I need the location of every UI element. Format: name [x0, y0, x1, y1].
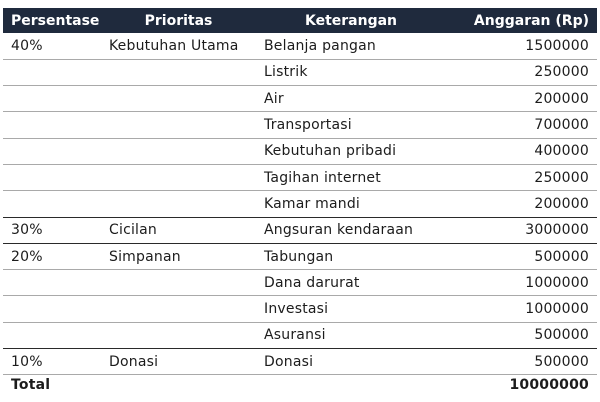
cell-percentage — [3, 191, 101, 217]
cell-description: Tabungan — [256, 243, 446, 269]
cell-percentage — [3, 138, 101, 164]
cell-description: Belanja pangan — [264, 37, 376, 54]
table-header — [3, 8, 597, 33]
cell-budget: 500000 — [534, 327, 589, 344]
table-row — [3, 349, 597, 375]
cell-budget: 3000000 — [446, 217, 597, 243]
cell-priority — [101, 164, 256, 190]
table-row — [3, 164, 597, 190]
cell-description: Listrik — [264, 64, 308, 81]
cell-budget: 400000 — [534, 143, 589, 160]
cell-priority: Simpanan — [101, 243, 256, 269]
cell-percentage — [3, 59, 101, 85]
total-label: Total — [11, 377, 51, 394]
cell-percentage — [3, 112, 101, 138]
budget-table — [3, 8, 597, 395]
cell-priority — [101, 296, 256, 322]
cell-percentage: 40% — [11, 37, 43, 54]
cell-percentage — [3, 270, 101, 296]
total-budget: 10000000 — [509, 377, 589, 394]
total-empty-cell — [256, 375, 446, 395]
cell-budget: 250000 — [534, 64, 589, 81]
cell-percentage — [3, 322, 101, 348]
header-description: Keterangan — [304, 12, 398, 29]
table-row — [3, 191, 597, 217]
table-row — [3, 33, 597, 59]
table-row — [3, 322, 597, 348]
cell-description: Kebutuhan pribadi — [264, 143, 397, 160]
cell-priority — [101, 59, 256, 85]
table-body — [3, 33, 597, 395]
cell-priority — [101, 112, 256, 138]
cell-budget: 1000000 — [525, 301, 589, 318]
cell-description: Tagihan internet — [264, 169, 381, 186]
cell-description: Investasi — [264, 301, 329, 318]
total-row — [3, 375, 597, 395]
cell-description: Angsuran kendaraan — [256, 217, 446, 243]
cell-percentage: 20% — [3, 243, 101, 269]
cell-description: Dana darurat — [264, 274, 360, 291]
table-row — [3, 270, 597, 296]
cell-percentage: 30% — [3, 217, 101, 243]
cell-percentage — [3, 86, 101, 112]
table-row — [3, 59, 597, 85]
cell-budget: 1500000 — [525, 37, 589, 54]
header-row — [3, 8, 597, 33]
cell-description: Donasi — [256, 349, 446, 375]
table-row — [3, 217, 597, 243]
cell-budget: 500000 — [446, 243, 597, 269]
header-budget: Anggaran (Rp) — [473, 12, 589, 29]
cell-description: Air — [264, 90, 284, 107]
header-percentage: Persentase — [11, 12, 100, 29]
table-row — [3, 296, 597, 322]
cell-budget: 700000 — [534, 117, 589, 134]
cell-budget: 500000 — [446, 349, 597, 375]
cell-priority: Cicilan — [101, 217, 256, 243]
table-row — [3, 86, 597, 112]
cell-priority — [101, 270, 256, 296]
table-row — [3, 138, 597, 164]
cell-budget: 200000 — [534, 195, 589, 212]
cell-priority — [101, 138, 256, 164]
cell-budget: 200000 — [534, 90, 589, 107]
header-priority: Prioritas — [144, 12, 213, 29]
cell-description: Transportasi — [264, 117, 352, 134]
cell-priority — [101, 191, 256, 217]
cell-priority — [101, 86, 256, 112]
cell-description: Kamar mandi — [264, 195, 361, 212]
cell-description: Asuransi — [264, 327, 326, 344]
cell-priority — [101, 322, 256, 348]
total-empty-cell — [101, 375, 256, 395]
cell-budget: 1000000 — [525, 274, 589, 291]
cell-priority: Kebutuhan Utama — [109, 37, 239, 54]
cell-budget: 250000 — [534, 169, 589, 186]
table-row — [3, 112, 597, 138]
cell-percentage — [3, 164, 101, 190]
cell-percentage — [3, 296, 101, 322]
cell-priority: Donasi — [101, 349, 256, 375]
cell-percentage: 10% — [3, 349, 101, 375]
table-row — [3, 243, 597, 269]
